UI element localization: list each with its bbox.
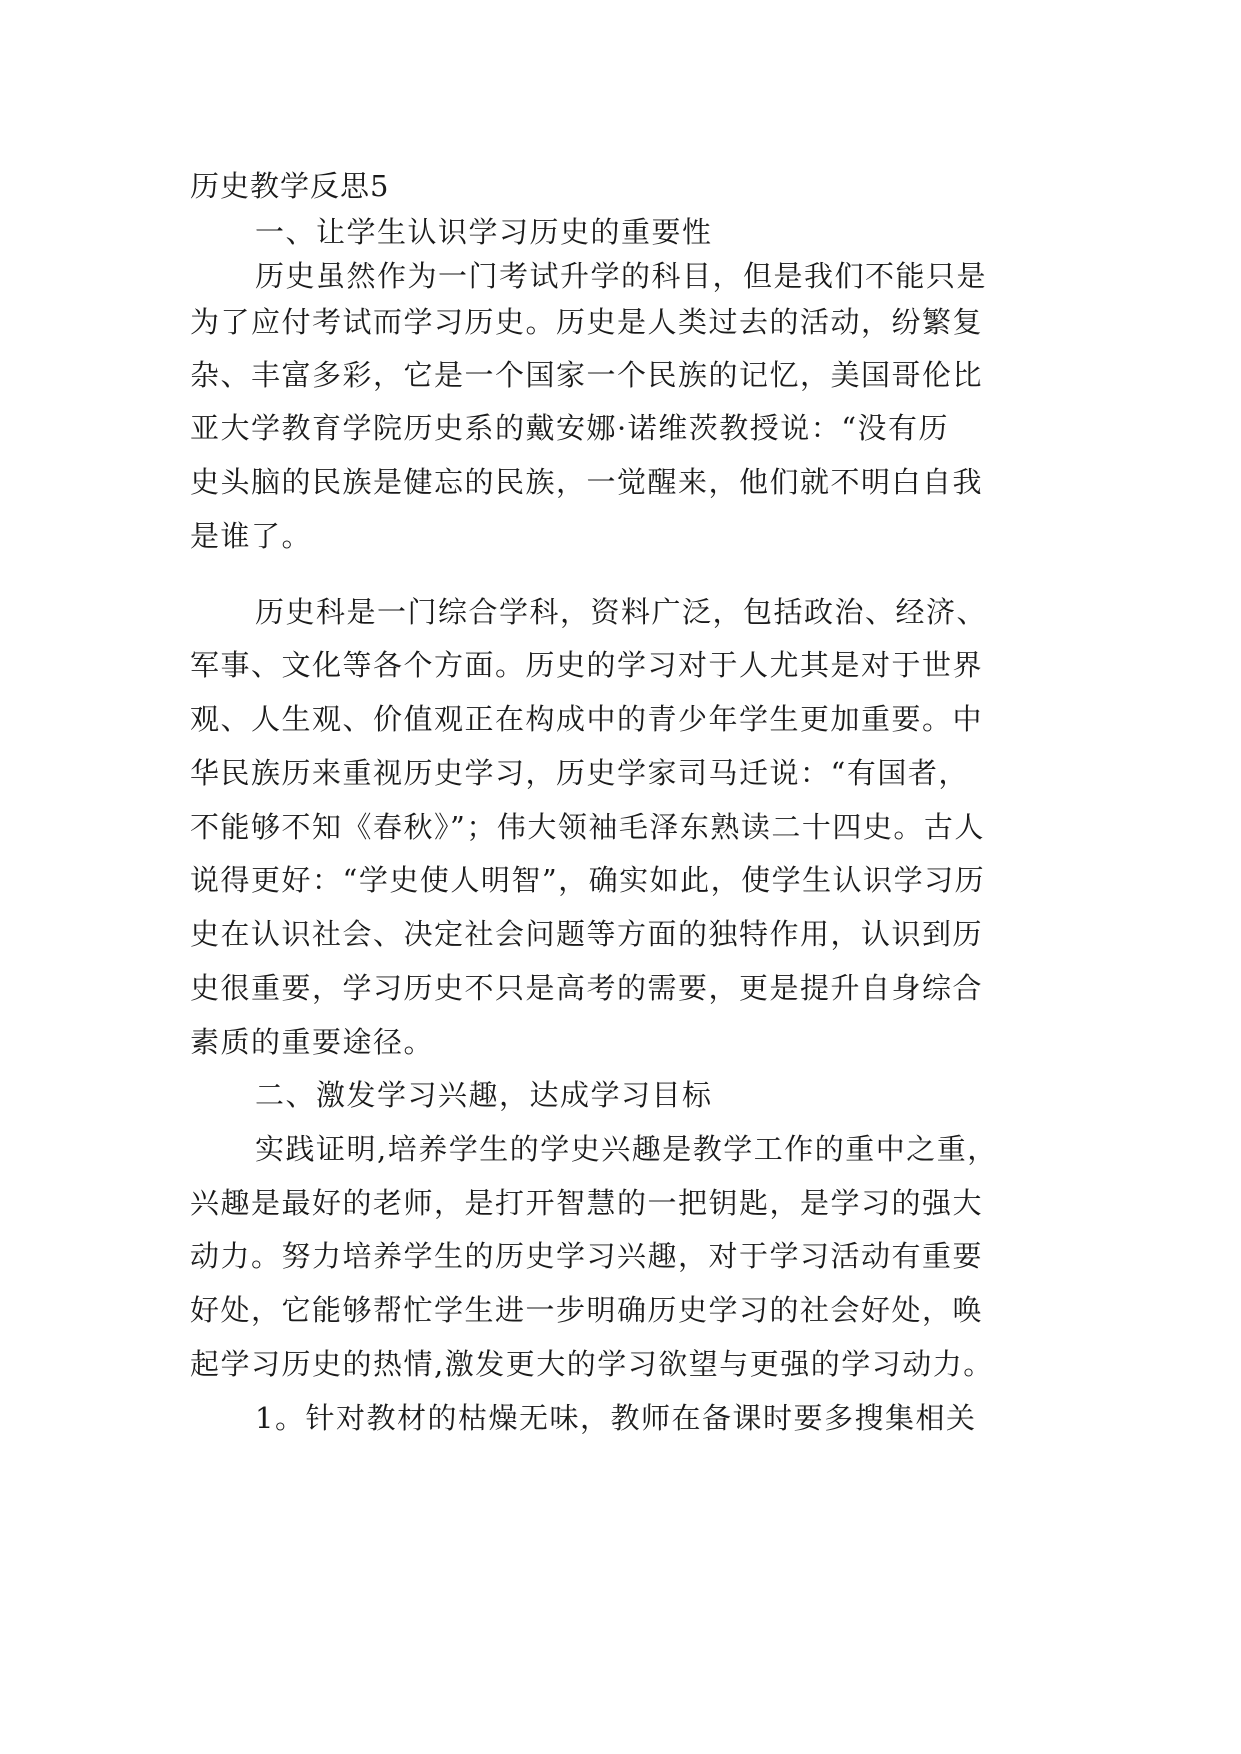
paragraph-line: 兴趣是最好的老师，是打开智慧的一把钥匙，是学习的强大 (190, 1186, 984, 1220)
paragraph-line: 杂、丰富多彩，它是一个国家一个民族的记忆，美国哥伦比 (190, 358, 984, 392)
paragraph-line: 好处，它能够帮忙学生进一步明确历史学习的社会好处，唤 (190, 1293, 984, 1327)
paragraph-line: 军事、文化等各个方面。历史的学习对于人尤其是对于世界 (190, 648, 984, 682)
paragraph-line: 起学习历史的热情,激发更大的学习欲望与更强的学习动力。 (190, 1347, 994, 1381)
paragraph-line: 是谁了。 (190, 519, 313, 553)
paragraph-line: 历史虽然作为一门考试升学的科目，但是我们不能只是 (255, 259, 988, 293)
paragraph-line: 为了应付考试而学习历史。历史是人类过去的活动，纷繁复 (190, 305, 984, 339)
paragraph-line: 素质的重要途径。 (190, 1025, 435, 1059)
paragraph-line: 史在认识社会、决定社会问题等方面的独特作用，认识到历 (190, 917, 984, 951)
paragraph-line: 1。针对教材的枯燥无味，教师在备课时要多搜集相关 (255, 1401, 977, 1435)
paragraph-line: 亚大学教育学院历史系的戴安娜·诺维茨教授说：“没有历 (190, 411, 950, 445)
heading-section-1: 一、让学生认识学习历史的重要性 (255, 215, 713, 249)
paragraph-line: 实践证明,培养学生的学史兴趣是教学工作的重中之重， (255, 1132, 998, 1166)
paragraph-line: 不能够不知《春秋》”；伟大领袖毛泽东熟读二十四史。古人 (190, 810, 985, 844)
heading-section-2: 二、激发学习兴趣，达成学习目标 (255, 1078, 713, 1112)
paragraph-line: 动力。努力培养学生的历史学习兴趣，对于学习活动有重要 (190, 1239, 984, 1273)
document-title: 历史教学反思5 (190, 169, 390, 203)
paragraph-line: 华民族历来重视历史学习，历史学家司马迁说：“有国者， (190, 756, 969, 790)
paragraph-line: 观、人生观、价值观正在构成中的青少年学生更加重要。中 (190, 702, 984, 736)
paragraph-line: 历史科是一门综合学科，资料广泛，包括政治、经济、 (255, 595, 988, 629)
paragraph-line: 说得更好：“学史使人明智”，确实如此，使学生认识学习历 (190, 863, 986, 897)
paragraph-line: 史很重要，学习历史不只是高考的需要，更是提升自身综合 (190, 971, 984, 1005)
paragraph-line: 史头脑的民族是健忘的民族，一觉醒来，他们就不明白自我 (190, 465, 984, 499)
